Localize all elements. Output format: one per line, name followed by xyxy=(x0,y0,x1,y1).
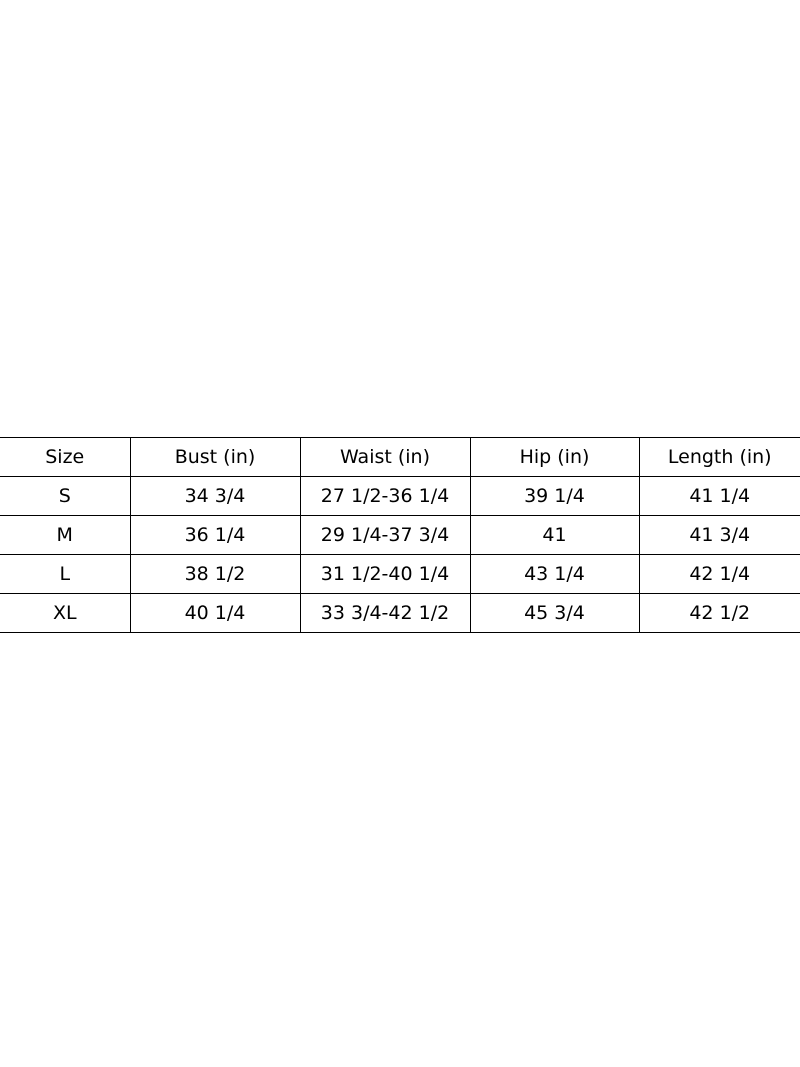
cell-bust: 38 1/2 xyxy=(130,555,300,594)
cell-length: 41 3/4 xyxy=(639,516,800,555)
cell-waist: 31 1/2-40 1/4 xyxy=(300,555,470,594)
cell-bust: 34 3/4 xyxy=(130,477,300,516)
cell-length: 42 1/4 xyxy=(639,555,800,594)
table-row xyxy=(0,555,800,594)
table-header-row xyxy=(0,438,800,477)
cell-waist: 27 1/2-36 1/4 xyxy=(300,477,470,516)
size-chart-container xyxy=(0,437,800,633)
table-row xyxy=(0,477,800,516)
cell-size: XL xyxy=(0,594,130,633)
cell-size: M xyxy=(0,516,130,555)
cell-bust: 40 1/4 xyxy=(130,594,300,633)
cell-hip: 45 3/4 xyxy=(470,594,639,633)
cell-waist: 29 1/4-37 3/4 xyxy=(300,516,470,555)
cell-hip: 43 1/4 xyxy=(470,555,639,594)
column-header-hip: Hip (in) xyxy=(470,438,639,477)
cell-waist: 33 3/4-42 1/2 xyxy=(300,594,470,633)
table-row xyxy=(0,594,800,633)
cell-length: 42 1/2 xyxy=(639,594,800,633)
column-header-waist: Waist (in) xyxy=(300,438,470,477)
table-row xyxy=(0,516,800,555)
cell-bust: 36 1/4 xyxy=(130,516,300,555)
cell-size: L xyxy=(0,555,130,594)
column-header-size: Size xyxy=(0,438,130,477)
cell-size: S xyxy=(0,477,130,516)
column-header-length: Length (in) xyxy=(639,438,800,477)
size-chart-table xyxy=(0,437,800,633)
cell-length: 41 1/4 xyxy=(639,477,800,516)
cell-hip: 39 1/4 xyxy=(470,477,639,516)
cell-hip: 41 xyxy=(470,516,639,555)
column-header-bust: Bust (in) xyxy=(130,438,300,477)
